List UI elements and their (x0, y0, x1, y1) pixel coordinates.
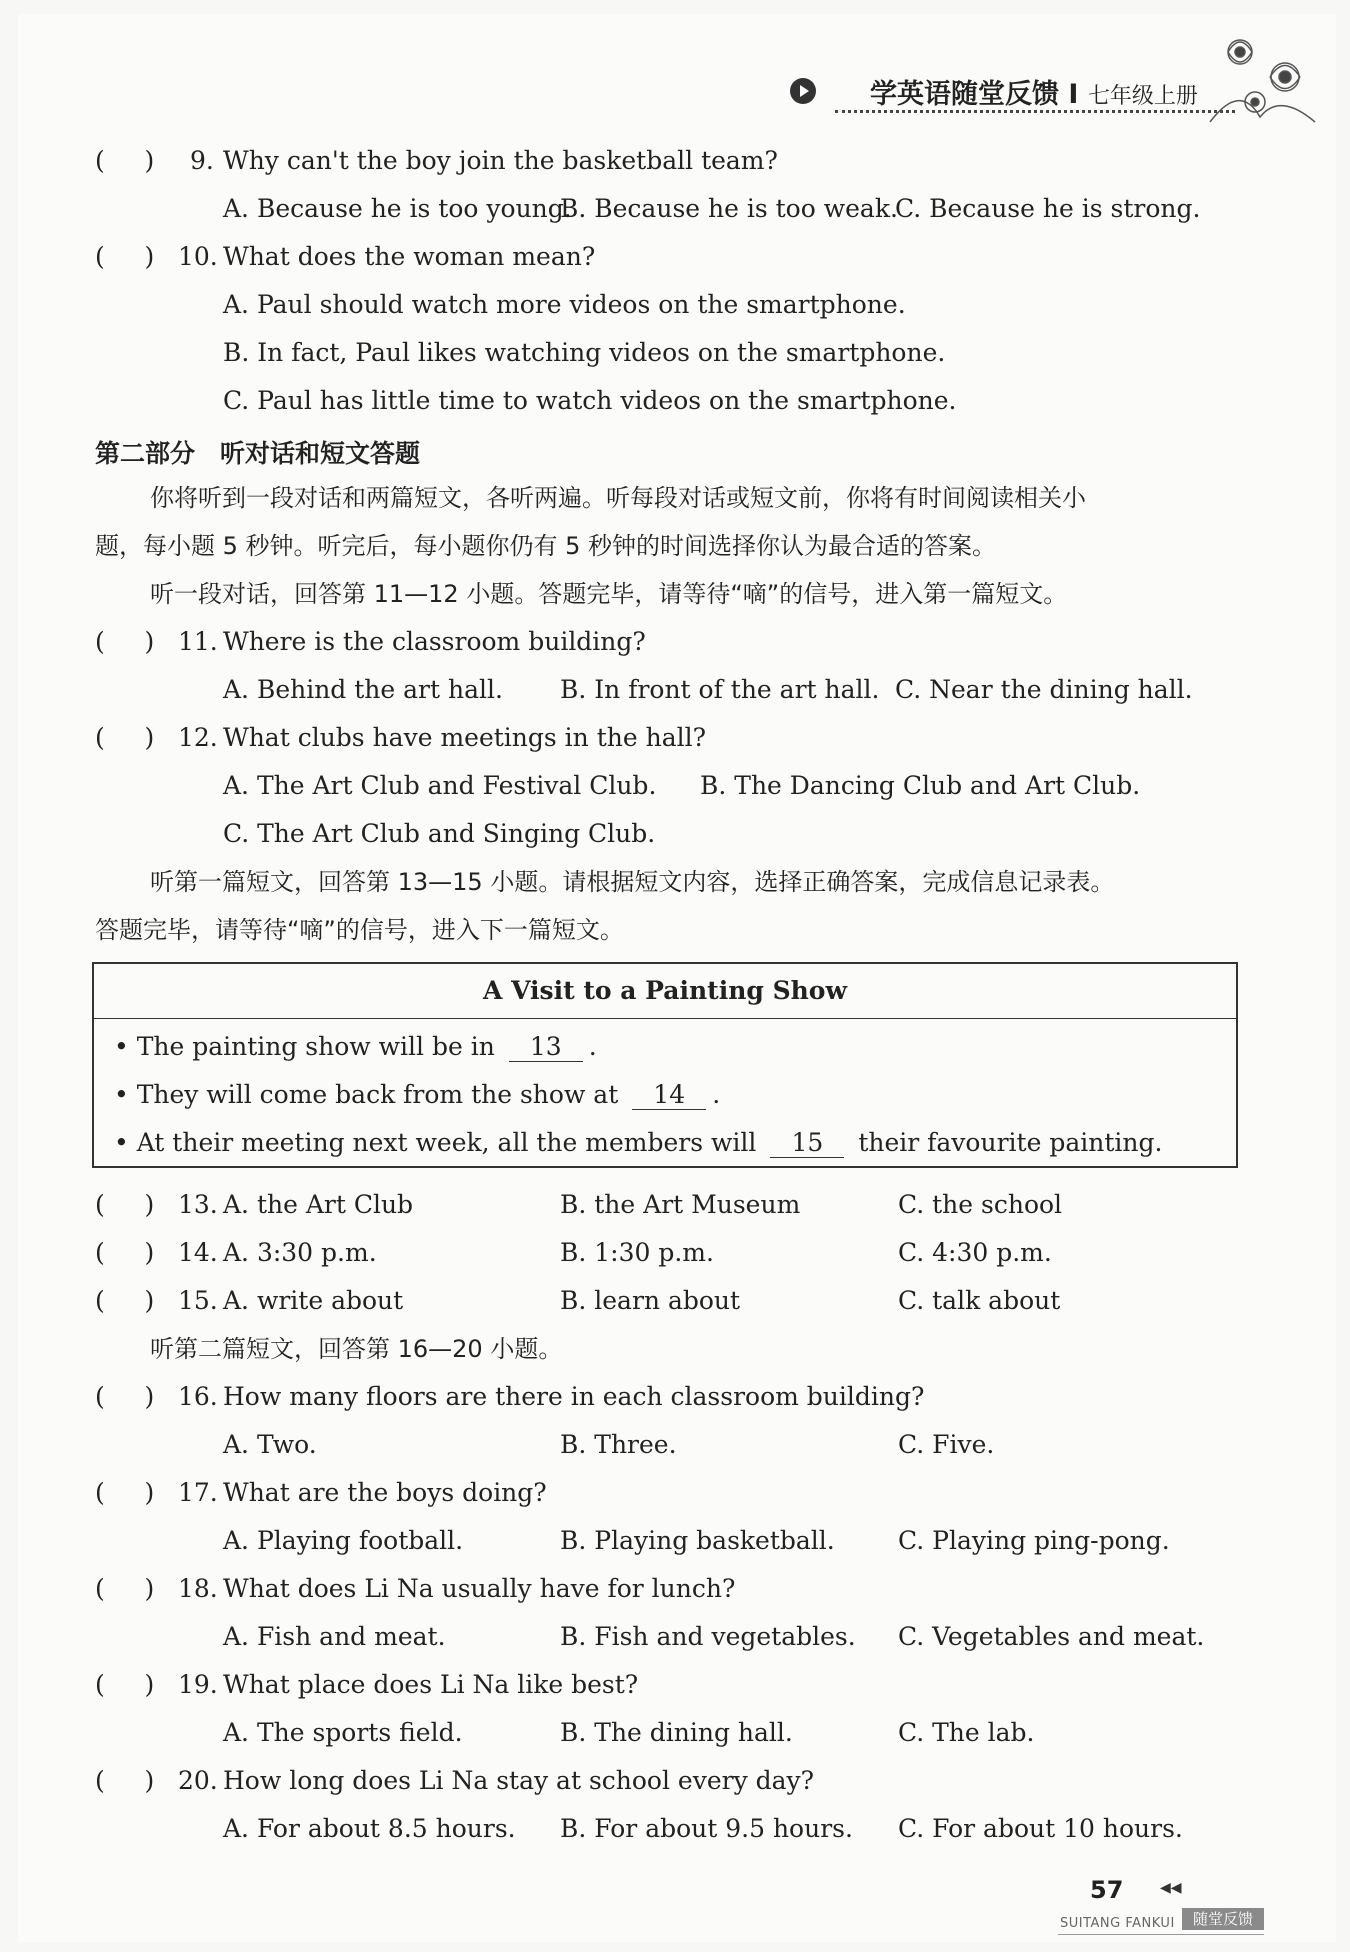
option-b[interactable]: B. The dining hall. (560, 1718, 793, 1747)
answer-paren[interactable]: ( ) (95, 1286, 155, 1315)
header-dotted-rule (835, 110, 1235, 113)
option-c[interactable]: C. The lab. (898, 1718, 1035, 1747)
question-number: 16. (178, 1382, 218, 1411)
option-a[interactable]: A. The Art Club and Festival Club. (223, 771, 657, 800)
option-b[interactable]: B. For about 9.5 hours. (560, 1814, 853, 1843)
answer-paren[interactable]: ( ) (95, 242, 155, 271)
info-record-table (92, 962, 1238, 1168)
footer-brand-en: SUITANG FANKUI (1060, 1916, 1175, 1931)
question-number: 13. (178, 1190, 218, 1219)
question-number: 10. (178, 242, 218, 271)
instruction-text: 答题完毕，请等待“嘀”的信号，进入下一篇短文。 (95, 916, 624, 944)
answer-paren[interactable]: ( ) (95, 1382, 155, 1411)
instruction-text: 你将听到一段对话和两篇短文，各听两遍。听每段对话或短文前，你将有时间阅读相关小 (150, 484, 1086, 512)
question-number: 12. (178, 723, 218, 752)
table-row-text: their favourite painting. (858, 1128, 1163, 1157)
option-a[interactable]: A. For about 8.5 hours. (223, 1814, 516, 1843)
question-text: What are the boys doing? (223, 1478, 547, 1507)
question-text: What clubs have meetings in the hall? (223, 723, 706, 752)
question-number: 11. (178, 627, 218, 656)
option-c[interactable]: C. Five. (898, 1430, 995, 1459)
question-number: 18. (178, 1574, 218, 1603)
option-b[interactable]: B. The Dancing Club and Art Club. (700, 771, 1141, 800)
answer-paren[interactable]: ( ) (95, 723, 155, 752)
option-c[interactable]: C. Near the dining hall. (895, 675, 1193, 704)
option-c[interactable]: C. Vegetables and meat. (898, 1622, 1205, 1651)
table-row (114, 1032, 597, 1062)
option-b[interactable]: B. Because he is too weak. (560, 194, 898, 223)
question-text: How long does Li Na stay at school every day? (223, 1766, 815, 1795)
blank-13[interactable]: 13 (509, 1033, 583, 1062)
table-row (114, 1080, 720, 1110)
option-a[interactable]: A. Fish and meat. (223, 1622, 446, 1651)
option-a[interactable]: A. Playing football. (223, 1526, 464, 1555)
footer-rule (1058, 1934, 1264, 1935)
table-row-text: • The painting show will be in (114, 1032, 495, 1061)
option-a[interactable]: A. Paul should watch more videos on the smartphone. (223, 290, 906, 319)
answer-paren[interactable]: ( ) (95, 1238, 155, 1267)
table-row-text: • They will come back from the show at (114, 1080, 619, 1109)
question-number: 9. (190, 146, 214, 175)
option-b[interactable]: B. Playing basketball. (560, 1526, 835, 1555)
question-number: 20. (178, 1766, 218, 1795)
option-a[interactable]: A. Behind the art hall. (223, 675, 503, 704)
flower-decoration-icon (1200, 22, 1320, 132)
question-text: What does Li Na usually have for lunch? (223, 1574, 736, 1603)
page-number: 57 (1090, 1876, 1124, 1904)
header-title: 学英语随堂反馈 I 七年级上册 (870, 79, 1198, 110)
option-b[interactable]: B. In fact, Paul likes watching videos on the smartphone. (223, 338, 946, 367)
question-number: 14. (178, 1238, 218, 1267)
question-text: What place does Li Na like best? (223, 1670, 639, 1699)
answer-paren[interactable]: ( ) (95, 1574, 155, 1603)
option-a[interactable]: A. Because he is too young. (223, 194, 572, 223)
option-a[interactable]: A. 3:30 p.m. (223, 1238, 377, 1267)
table-row (114, 1128, 1162, 1158)
option-a[interactable]: A. write about (223, 1286, 404, 1315)
instruction-text: 听第一篇短文，回答第 13—15 小题。请根据短文内容，选择正确答案，完成信息记录表。 (150, 868, 1115, 896)
question-number: 15. (178, 1286, 218, 1315)
question-text: Where is the classroom building? (223, 627, 646, 656)
instruction-text: 听第二篇短文，回答第 16—20 小题。 (150, 1335, 563, 1363)
table-row-text: . (712, 1080, 721, 1109)
page-header (780, 68, 1230, 108)
option-b[interactable]: B. 1:30 p.m. (560, 1238, 714, 1267)
option-b[interactable]: B. Fish and vegetables. (560, 1622, 856, 1651)
answer-paren[interactable]: ( ) (95, 146, 155, 175)
option-c[interactable]: C. Because he is strong. (895, 194, 1201, 223)
question-text: How many floors are there in each classroom building? (223, 1382, 925, 1411)
question-number: 19. (178, 1670, 218, 1699)
option-a[interactable]: A. Two. (223, 1430, 317, 1459)
question-text: What does the woman mean? (223, 242, 596, 271)
table-title: A Visit to a Painting Show (94, 964, 1236, 1019)
option-c[interactable]: C. 4:30 p.m. (898, 1238, 1052, 1267)
option-c[interactable]: C. Playing ping-pong. (898, 1526, 1170, 1555)
option-c[interactable]: C. talk about (898, 1286, 1061, 1315)
footer-brand-cn: 随堂反馈 (1182, 1908, 1264, 1930)
header-grade: 七年级上册 (1087, 84, 1198, 109)
option-b[interactable]: B. the Art Museum (560, 1190, 801, 1219)
question-number: 17. (178, 1478, 218, 1507)
option-a[interactable]: A. The sports field. (223, 1718, 463, 1747)
option-b[interactable]: B. In front of the art hall. (560, 675, 880, 704)
blank-14[interactable]: 14 (632, 1081, 706, 1110)
section-title: 第二部分 听对话和短文答题 (95, 439, 421, 468)
option-c[interactable]: C. The Art Club and Singing Club. (223, 819, 656, 848)
option-a[interactable]: A. the Art Club (223, 1190, 414, 1219)
option-c[interactable]: C. Paul has little time to watch videos on the smartphone. (223, 386, 957, 415)
answer-paren[interactable]: ( ) (95, 627, 155, 656)
question-text: Why can't the boy join the basketball team? (223, 146, 778, 175)
option-c[interactable]: C. For about 10 hours. (898, 1814, 1183, 1843)
answer-paren[interactable]: ( ) (95, 1766, 155, 1795)
table-row-text: • At their meeting next week, all the members will (114, 1128, 757, 1157)
option-c[interactable]: C. the school (898, 1190, 1063, 1219)
instruction-text: 题，每小题 5 秒钟。听完后，每小题你仍有 5 秒钟的时间选择你认为最合适的答案。 (95, 532, 997, 560)
double-arrow-left-icon: ◀◀ (1160, 1880, 1182, 1896)
option-b[interactable]: B. learn about (560, 1286, 741, 1315)
answer-paren[interactable]: ( ) (95, 1670, 155, 1699)
option-b[interactable]: B. Three. (560, 1430, 677, 1459)
play-icon (790, 78, 816, 104)
blank-15[interactable]: 15 (770, 1129, 844, 1158)
instruction-text: 听一段对话，回答第 11—12 小题。答题完毕，请等待“嘀”的信号，进入第一篇短文。 (150, 580, 1068, 608)
answer-paren[interactable]: ( ) (95, 1190, 155, 1219)
table-row-text: . (588, 1032, 597, 1061)
answer-paren[interactable]: ( ) (95, 1478, 155, 1507)
